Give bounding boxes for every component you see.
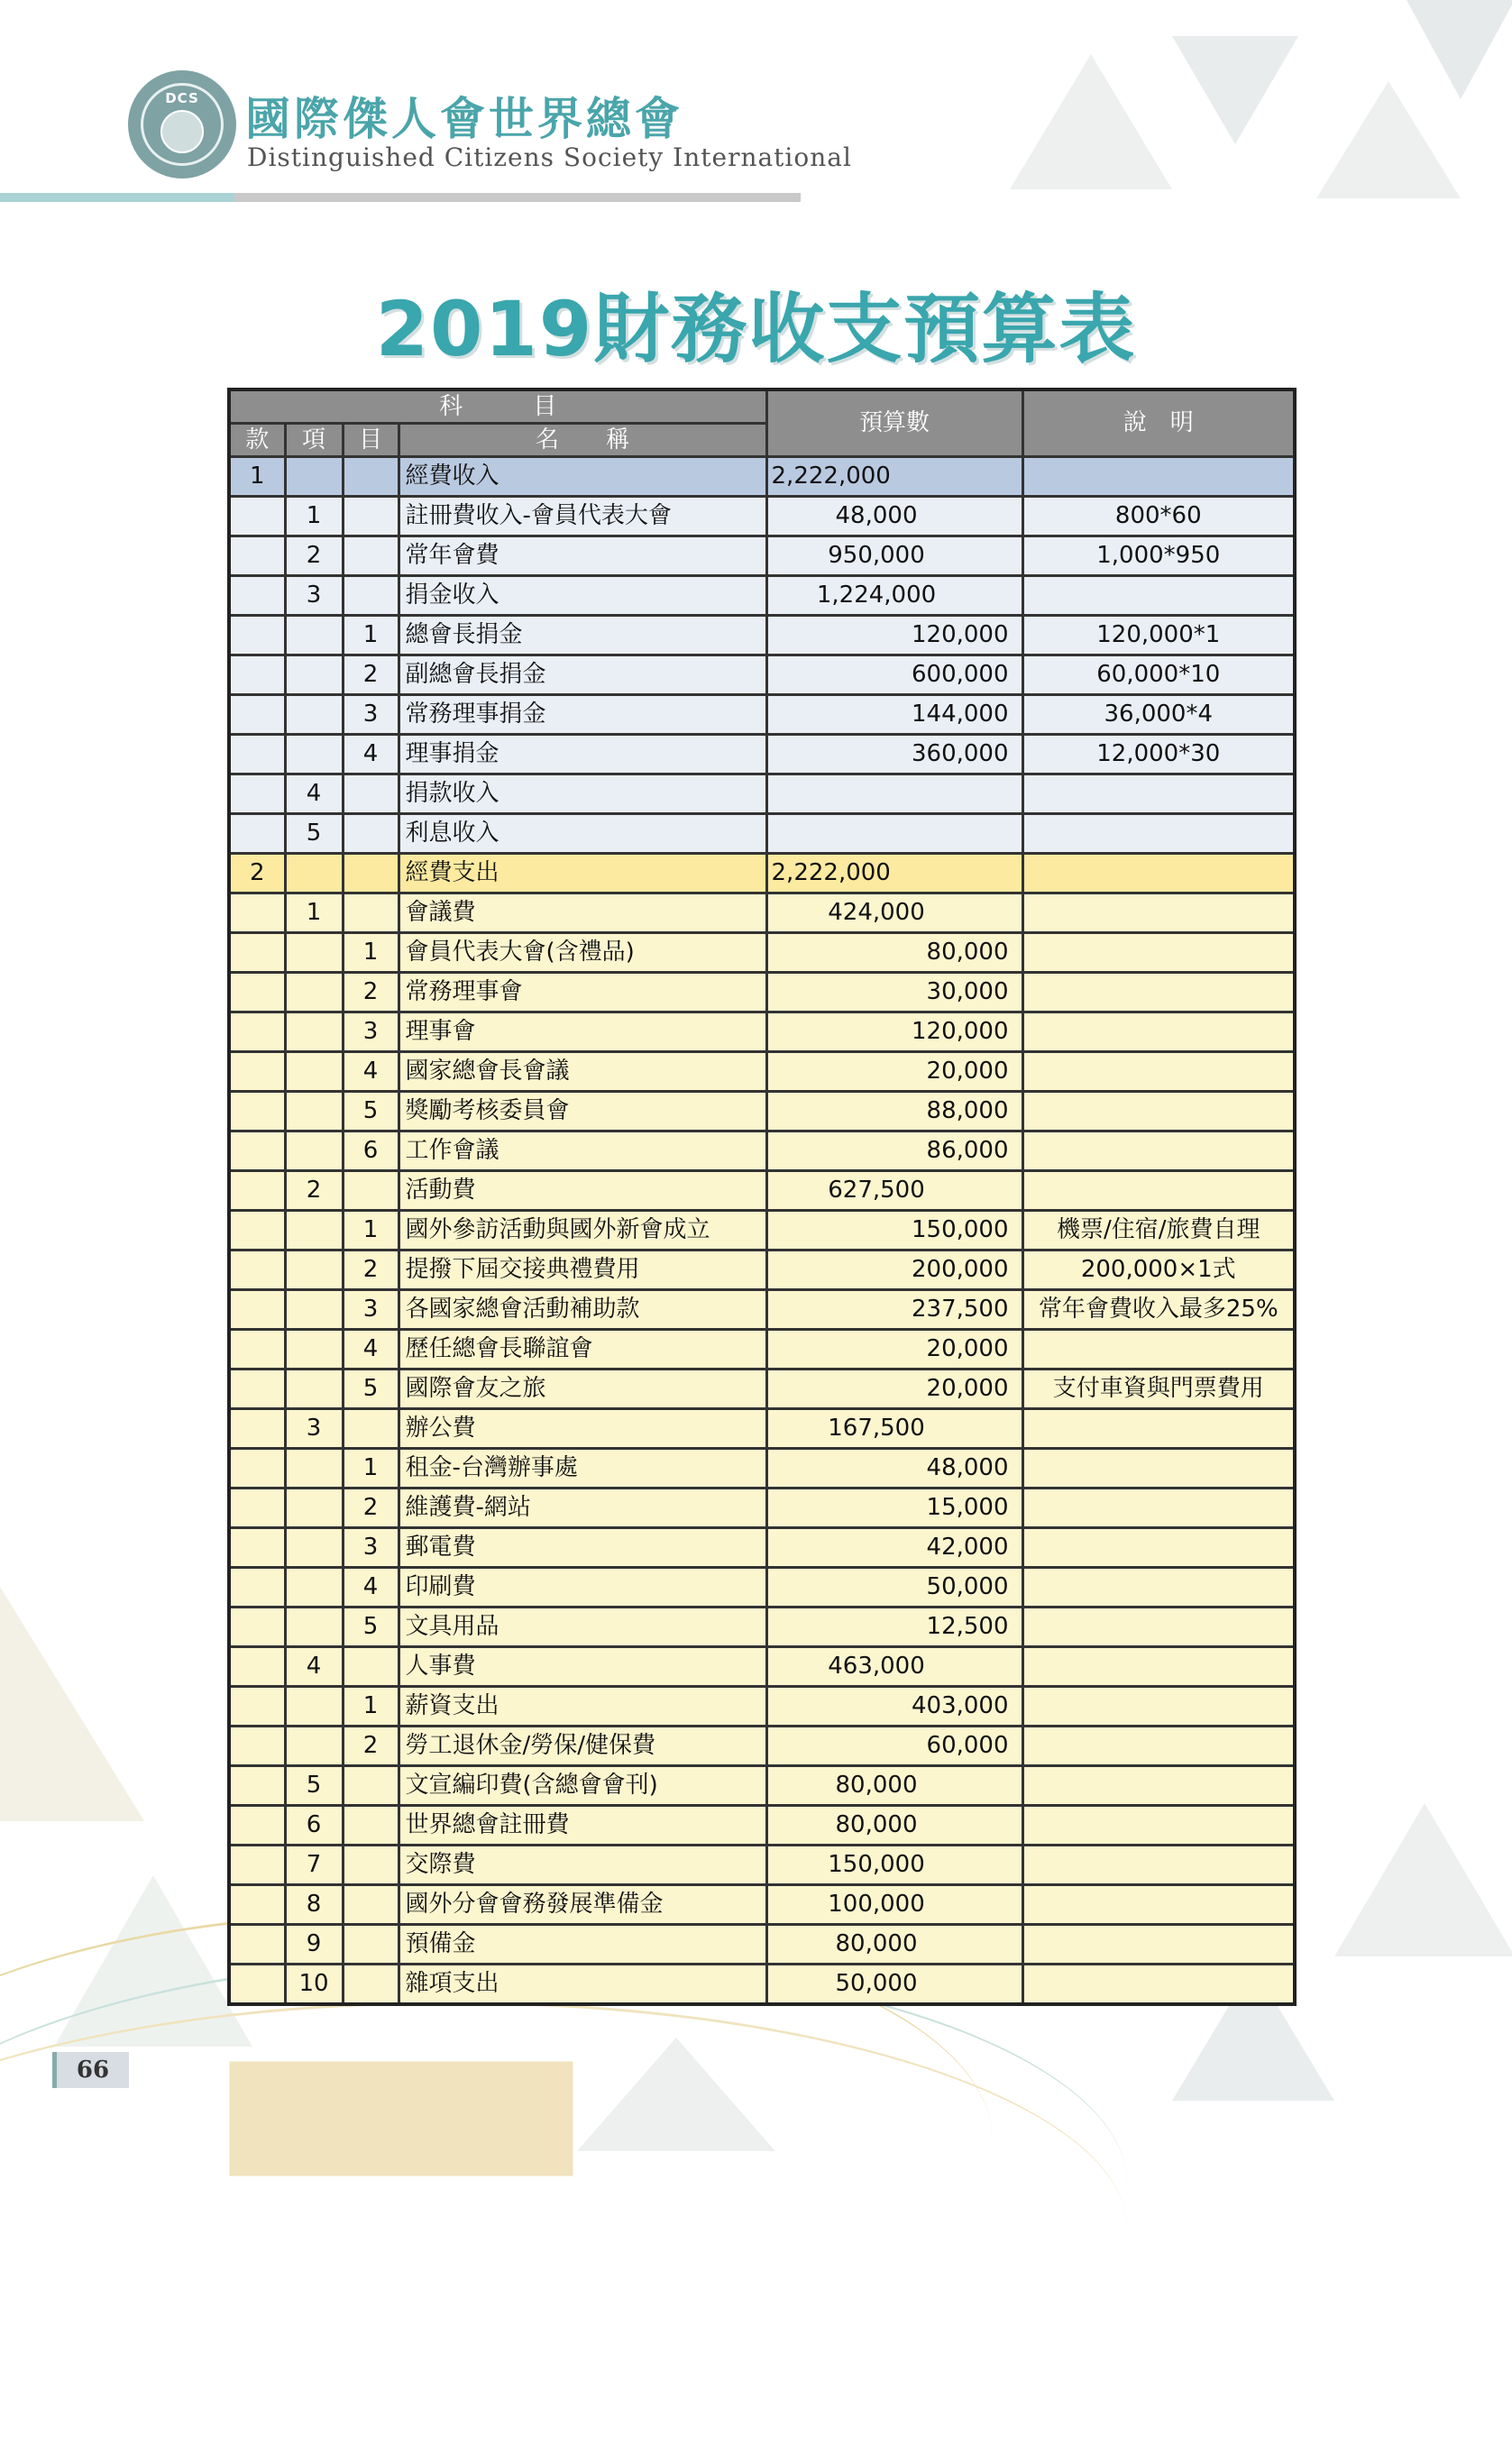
cell-name: 維護費-網站 <box>399 1489 766 1528</box>
cell-name: 總會長捐金 <box>399 616 766 655</box>
cell-mu: 2 <box>343 1727 399 1766</box>
cell-note <box>1022 973 1295 1012</box>
cell-name: 歷任總會長聯誼會 <box>399 1330 766 1369</box>
cell-kuan <box>229 1568 285 1608</box>
cell-note: 常年會費收入最多25% <box>1022 1290 1295 1330</box>
cell-note: 1,000*950 <box>1022 536 1295 576</box>
cell-kuan <box>229 814 285 854</box>
cell-mu: 5 <box>343 1092 399 1131</box>
cell-note <box>1022 1766 1295 1806</box>
dcs-logo <box>128 70 236 179</box>
cell-kuan <box>229 655 285 695</box>
table-row <box>229 616 1295 655</box>
cell-mu <box>343 497 399 536</box>
cell-note <box>1022 1131 1295 1171</box>
cell-mu: 2 <box>343 1489 399 1528</box>
cell-note <box>1022 774 1295 814</box>
cell-name: 雜項支出 <box>399 1965 766 2005</box>
cell-kuan <box>229 1925 285 1965</box>
logo-text: DCS <box>165 90 199 106</box>
cell-note <box>1022 1608 1295 1647</box>
cell-note <box>1022 1052 1295 1092</box>
cell-xiang: 5 <box>285 814 343 854</box>
cell-xiang <box>285 1727 343 1766</box>
header-subject: 科 目 <box>229 389 766 424</box>
cell-xiang <box>285 854 343 893</box>
cell-amount: 2,222,000 <box>766 854 1022 893</box>
cell-amount: 2,222,000 <box>766 457 1022 497</box>
cell-note <box>1022 1449 1295 1489</box>
cell-name: 經費收入 <box>399 457 766 497</box>
cell-xiang: 3 <box>285 1409 343 1449</box>
cell-mu <box>343 893 399 933</box>
cell-xiang <box>285 616 343 655</box>
cell-name: 提撥下屆交接典禮費用 <box>399 1250 766 1290</box>
cell-amount: 80,000 <box>766 1766 1022 1806</box>
cell-amount: 144,000 <box>766 695 1022 735</box>
header-rule-gray <box>234 193 801 202</box>
cell-note: 支付車資與門票費用 <box>1022 1369 1295 1409</box>
cell-note <box>1022 1171 1295 1211</box>
table-row <box>229 1131 1295 1171</box>
cell-note <box>1022 1846 1295 1885</box>
cell-xiang <box>285 457 343 497</box>
org-name-en: Distinguished Citizens Society International <box>247 142 852 172</box>
cell-kuan <box>229 1290 285 1330</box>
cell-kuan <box>229 536 285 576</box>
cell-mu <box>343 1409 399 1449</box>
cell-name: 薪資支出 <box>399 1687 766 1727</box>
cell-kuan <box>229 893 285 933</box>
cell-name: 各國家總會活動補助款 <box>399 1290 766 1330</box>
cell-name: 國外參訪活動與國外新會成立 <box>399 1211 766 1250</box>
cell-name: 捐款收入 <box>399 774 766 814</box>
cell-kuan: 2 <box>229 854 285 893</box>
cell-note <box>1022 576 1295 616</box>
cell-amount: 360,000 <box>766 735 1022 774</box>
cell-mu: 2 <box>343 973 399 1012</box>
cell-kuan <box>229 1250 285 1290</box>
cell-amount: 48,000 <box>766 1449 1022 1489</box>
header-kuan: 款 <box>229 424 285 457</box>
cell-amount: 20,000 <box>766 1052 1022 1092</box>
cell-note: 機票/住宿/旅費自理 <box>1022 1211 1295 1250</box>
cell-xiang: 4 <box>285 1647 343 1687</box>
cell-xiang <box>285 1687 343 1727</box>
cell-kuan <box>229 1012 285 1052</box>
cell-note <box>1022 854 1295 893</box>
cell-xiang <box>285 933 343 973</box>
cell-xiang <box>285 1330 343 1369</box>
cell-note <box>1022 1687 1295 1727</box>
cell-mu: 2 <box>343 1250 399 1290</box>
table-row <box>229 854 1295 893</box>
cell-name: 國家總會長會議 <box>399 1052 766 1092</box>
cell-kuan: 1 <box>229 457 285 497</box>
cell-note <box>1022 1925 1295 1965</box>
table-row <box>229 536 1295 576</box>
header-mu: 目 <box>343 424 399 457</box>
cell-kuan <box>229 1092 285 1131</box>
table-row <box>229 1290 1295 1330</box>
table-row <box>229 497 1295 536</box>
cell-xiang: 10 <box>285 1965 343 2005</box>
cell-amount: 403,000 <box>766 1687 1022 1727</box>
cell-amount: 237,500 <box>766 1290 1022 1330</box>
cell-amount: 200,000 <box>766 1250 1022 1290</box>
cell-xiang <box>285 1250 343 1290</box>
cell-amount: 50,000 <box>766 1568 1022 1608</box>
cell-xiang <box>285 973 343 1012</box>
budget-table <box>227 388 1297 2006</box>
table-row <box>229 1171 1295 1211</box>
cell-xiang: 6 <box>285 1806 343 1846</box>
cell-amount: 150,000 <box>766 1211 1022 1250</box>
cell-note <box>1022 814 1295 854</box>
cell-amount: 150,000 <box>766 1846 1022 1885</box>
cell-name: 註冊費收入-會員代表大會 <box>399 497 766 536</box>
cell-note <box>1022 1727 1295 1766</box>
cell-xiang <box>285 1052 343 1092</box>
table-row <box>229 1766 1295 1806</box>
cell-xiang: 3 <box>285 576 343 616</box>
table-row <box>229 576 1295 616</box>
cell-amount: 167,500 <box>766 1409 1022 1449</box>
cell-name: 活動費 <box>399 1171 766 1211</box>
cell-amount: 50,000 <box>766 1965 1022 2005</box>
cell-xiang: 9 <box>285 1925 343 1965</box>
cell-xiang <box>285 1369 343 1409</box>
cell-amount: 80,000 <box>766 933 1022 973</box>
cell-mu: 1 <box>343 1449 399 1489</box>
cell-xiang: 4 <box>285 774 343 814</box>
cell-amount: 600,000 <box>766 655 1022 695</box>
cell-amount: 12,500 <box>766 1608 1022 1647</box>
table-row <box>229 1647 1295 1687</box>
table-row <box>229 1012 1295 1052</box>
cell-mu: 4 <box>343 735 399 774</box>
table-row <box>229 1489 1295 1528</box>
cell-amount: 100,000 <box>766 1885 1022 1925</box>
cell-xiang <box>285 1092 343 1131</box>
cell-mu <box>343 1766 399 1806</box>
cell-xiang <box>285 1608 343 1647</box>
cell-kuan <box>229 774 285 814</box>
cell-mu: 3 <box>343 1290 399 1330</box>
cell-xiang <box>285 1131 343 1171</box>
cell-kuan <box>229 1449 285 1489</box>
table-row <box>229 735 1295 774</box>
cell-name: 辦公費 <box>399 1409 766 1449</box>
cell-amount: 88,000 <box>766 1092 1022 1131</box>
cell-amount: 15,000 <box>766 1489 1022 1528</box>
cell-name: 交際費 <box>399 1846 766 1885</box>
cell-kuan <box>229 1369 285 1409</box>
cell-mu: 2 <box>343 655 399 695</box>
cell-note <box>1022 1528 1295 1568</box>
cell-kuan <box>229 1846 285 1885</box>
cell-mu: 1 <box>343 933 399 973</box>
cell-kuan <box>229 1131 285 1171</box>
cell-amount: 1,224,000 <box>766 576 1022 616</box>
cell-amount: 48,000 <box>766 497 1022 536</box>
cell-kuan <box>229 1330 285 1369</box>
cell-note <box>1022 1806 1295 1846</box>
cell-name: 會議費 <box>399 893 766 933</box>
cell-note <box>1022 1330 1295 1369</box>
cell-mu: 6 <box>343 1131 399 1171</box>
cell-xiang: 5 <box>285 1766 343 1806</box>
cell-mu: 4 <box>343 1568 399 1608</box>
cell-name: 郵電費 <box>399 1528 766 1568</box>
table-row <box>229 1806 1295 1846</box>
cell-amount: 424,000 <box>766 893 1022 933</box>
cell-xiang: 1 <box>285 893 343 933</box>
cell-kuan <box>229 735 285 774</box>
cell-kuan <box>229 1885 285 1925</box>
cell-mu <box>343 774 399 814</box>
table-row <box>229 655 1295 695</box>
cell-kuan <box>229 576 285 616</box>
cell-name: 人事費 <box>399 1647 766 1687</box>
table-row <box>229 1092 1295 1131</box>
cell-note <box>1022 893 1295 933</box>
cell-xiang <box>285 1489 343 1528</box>
table-row <box>229 1885 1295 1925</box>
table-row <box>229 1369 1295 1409</box>
cell-kuan <box>229 497 285 536</box>
cell-amount: 950,000 <box>766 536 1022 576</box>
table-row <box>229 457 1295 497</box>
cell-xiang <box>285 1528 343 1568</box>
cell-mu: 4 <box>343 1330 399 1369</box>
header-amount: 預算數 <box>766 389 1022 457</box>
cell-note <box>1022 1568 1295 1608</box>
table-row <box>229 1687 1295 1727</box>
cell-amount: 120,000 <box>766 1012 1022 1052</box>
cell-kuan <box>229 1766 285 1806</box>
cell-note <box>1022 457 1295 497</box>
cell-name: 國際會友之旅 <box>399 1369 766 1409</box>
cell-amount: 627,500 <box>766 1171 1022 1211</box>
cell-xiang: 2 <box>285 1171 343 1211</box>
page-title: 2019財務收支預算表 <box>375 285 1137 373</box>
cell-xiang <box>285 695 343 735</box>
cell-name: 租金-台灣辦事處 <box>399 1449 766 1489</box>
cell-kuan <box>229 1965 285 2005</box>
cell-amount: 120,000 <box>766 616 1022 655</box>
cell-note <box>1022 1489 1295 1528</box>
cell-name: 捐金收入 <box>399 576 766 616</box>
cell-note: 200,000×1式 <box>1022 1250 1295 1290</box>
cell-amount: 80,000 <box>766 1925 1022 1965</box>
cell-note <box>1022 1647 1295 1687</box>
cell-name: 常務理事捐金 <box>399 695 766 735</box>
cell-name: 勞工退休金/勞保/健保費 <box>399 1727 766 1766</box>
page-number: 66 <box>52 2052 129 2088</box>
cell-name: 印刷費 <box>399 1568 766 1608</box>
cell-name: 文具用品 <box>399 1608 766 1647</box>
cell-kuan <box>229 1608 285 1647</box>
cell-name: 預備金 <box>399 1925 766 1965</box>
table-row <box>229 1608 1295 1647</box>
cell-kuan <box>229 616 285 655</box>
cell-name: 國外分會會務發展準備金 <box>399 1885 766 1925</box>
cell-amount: 20,000 <box>766 1369 1022 1409</box>
table-row <box>229 1052 1295 1092</box>
cell-kuan <box>229 1052 285 1092</box>
cell-xiang <box>285 735 343 774</box>
cell-note <box>1022 1409 1295 1449</box>
cell-xiang <box>285 1449 343 1489</box>
cell-note <box>1022 1092 1295 1131</box>
table-row <box>229 1727 1295 1766</box>
header-note: 說 明 <box>1022 389 1295 457</box>
page-header <box>0 0 1512 216</box>
table-row <box>229 973 1295 1012</box>
cell-name: 副總會長捐金 <box>399 655 766 695</box>
cell-kuan <box>229 1211 285 1250</box>
table-row <box>229 893 1295 933</box>
cell-mu: 4 <box>343 1052 399 1092</box>
table-row <box>229 1330 1295 1369</box>
cell-mu: 3 <box>343 1012 399 1052</box>
table-row <box>229 1528 1295 1568</box>
cell-name: 獎勵考核委員會 <box>399 1092 766 1131</box>
budget-rows <box>229 457 1295 2005</box>
table-row <box>229 1409 1295 1449</box>
cell-amount <box>766 814 1022 854</box>
cell-amount: 20,000 <box>766 1330 1022 1369</box>
cell-name: 會員代表大會(含禮品) <box>399 933 766 973</box>
cell-name: 常務理事會 <box>399 973 766 1012</box>
cell-note: 36,000*4 <box>1022 695 1295 735</box>
cell-mu <box>343 1647 399 1687</box>
cell-mu <box>343 1171 399 1211</box>
table-row <box>229 933 1295 973</box>
cell-name: 利息收入 <box>399 814 766 854</box>
cell-name: 理事會 <box>399 1012 766 1052</box>
header-rule-teal <box>0 193 234 202</box>
org-name-cn: 國際傑人會世界總會 <box>245 92 683 145</box>
cell-xiang <box>285 1290 343 1330</box>
table-row <box>229 1568 1295 1608</box>
cell-note: 120,000*1 <box>1022 616 1295 655</box>
cell-mu: 5 <box>343 1608 399 1647</box>
table-row <box>229 1250 1295 1290</box>
cell-xiang <box>285 1012 343 1052</box>
cell-mu <box>343 1885 399 1925</box>
cell-mu: 3 <box>343 1528 399 1568</box>
table-row <box>229 1449 1295 1489</box>
cell-mu <box>343 1925 399 1965</box>
cell-amount: 80,000 <box>766 1806 1022 1846</box>
cell-kuan <box>229 973 285 1012</box>
cell-amount <box>766 774 1022 814</box>
table-row <box>229 774 1295 814</box>
table-row <box>229 1925 1295 1965</box>
cell-kuan <box>229 1727 285 1766</box>
cell-mu <box>343 1965 399 2005</box>
cell-xiang <box>285 1211 343 1250</box>
cell-mu <box>343 536 399 576</box>
table-row <box>229 695 1295 735</box>
cell-amount: 463,000 <box>766 1647 1022 1687</box>
cell-note <box>1022 1965 1295 2005</box>
cell-xiang <box>285 1568 343 1608</box>
cell-mu: 3 <box>343 695 399 735</box>
cell-note <box>1022 1012 1295 1052</box>
cell-amount: 60,000 <box>766 1727 1022 1766</box>
cell-note <box>1022 933 1295 973</box>
cell-mu <box>343 814 399 854</box>
cell-note: 60,000*10 <box>1022 655 1295 695</box>
header-name: 名 稱 <box>399 424 766 457</box>
table-row <box>229 1965 1295 2005</box>
cell-xiang: 1 <box>285 497 343 536</box>
cell-name: 理事捐金 <box>399 735 766 774</box>
cell-note: 12,000*30 <box>1022 735 1295 774</box>
cell-note: 800*60 <box>1022 497 1295 536</box>
cell-kuan <box>229 1647 285 1687</box>
cell-mu <box>343 457 399 497</box>
cell-amount: 86,000 <box>766 1131 1022 1171</box>
cell-kuan <box>229 695 285 735</box>
cell-mu <box>343 576 399 616</box>
cell-xiang: 8 <box>285 1885 343 1925</box>
cell-kuan <box>229 933 285 973</box>
cell-mu: 1 <box>343 1687 399 1727</box>
cell-mu <box>343 1846 399 1885</box>
table-row <box>229 814 1295 854</box>
cell-kuan <box>229 1687 285 1727</box>
cell-name: 文宣編印費(含總會會刊) <box>399 1766 766 1806</box>
cell-name: 常年會費 <box>399 536 766 576</box>
table-row <box>229 1846 1295 1885</box>
cell-kuan <box>229 1489 285 1528</box>
cell-mu: 5 <box>343 1369 399 1409</box>
cell-note <box>1022 1885 1295 1925</box>
cell-name: 經費支出 <box>399 854 766 893</box>
cell-amount: 42,000 <box>766 1528 1022 1568</box>
cell-mu <box>343 1806 399 1846</box>
cell-kuan <box>229 1528 285 1568</box>
cell-kuan <box>229 1806 285 1846</box>
cell-mu <box>343 854 399 893</box>
cell-mu: 1 <box>343 1211 399 1250</box>
table-row <box>229 1211 1295 1250</box>
cell-mu: 1 <box>343 616 399 655</box>
cell-xiang <box>285 655 343 695</box>
cell-kuan <box>229 1171 285 1211</box>
cell-xiang: 2 <box>285 536 343 576</box>
header-xiang: 項 <box>285 424 343 457</box>
cell-amount: 30,000 <box>766 973 1022 1012</box>
cell-name: 工作會議 <box>399 1131 766 1171</box>
cell-name: 世界總會註冊費 <box>399 1806 766 1846</box>
cell-xiang: 7 <box>285 1846 343 1885</box>
cell-kuan <box>229 1409 285 1449</box>
